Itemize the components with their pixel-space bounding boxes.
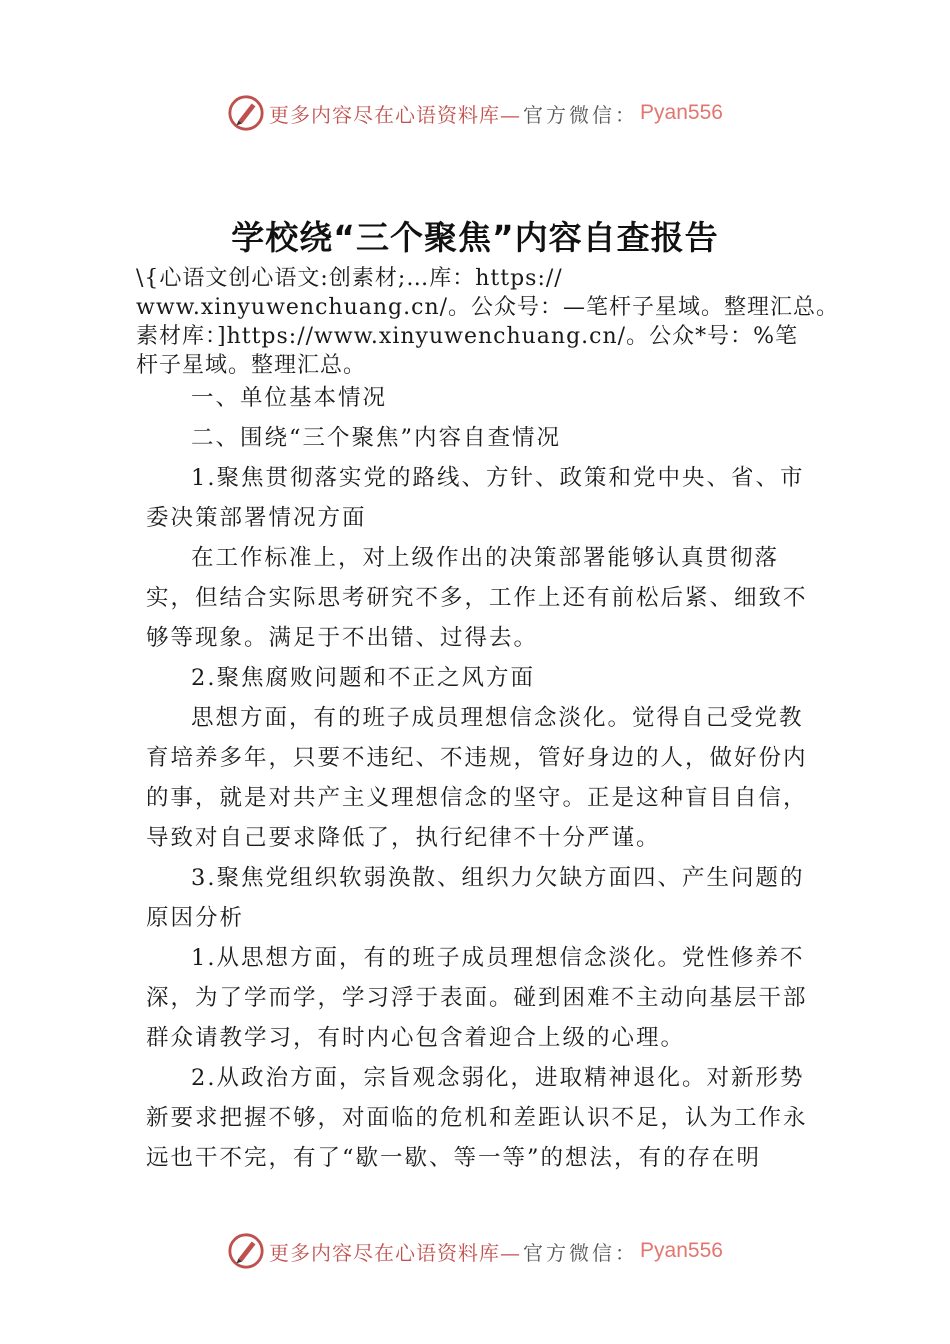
paragraph-3: 1.从思想方面，有的班子成员理想信念淡化。党性修养不深，为了学而学，学习浮于表面。碰到困难不主动向基层干部群众请教学习，有时内心包含着迎合上级的心理。 (146, 945, 808, 1051)
pen-seal-logo-icon (227, 1232, 265, 1270)
banner-wechat-id: Pyan556 (640, 1239, 723, 1262)
banner-wechat-id: Pyan556 (640, 101, 723, 124)
subheading-2: 2.聚焦腐败问题和不正之风方面 (191, 665, 535, 691)
banner-wechat-label: 官方微信： (523, 1240, 639, 1265)
subheading-3: 3.聚焦党组织软弱涣散、组织力欠缺方面四、产生问题的原因分析 (146, 865, 805, 931)
footer-banner (0, 1232, 950, 1270)
section-heading-1: 一、单位基本情况 (191, 385, 388, 411)
paragraph-1: 在工作标准上，对上级作出的决策部署能够认真贯彻落实，但结合实际思考研究不多，工作上还有前松后紧、细致不够等现象。满足于不出错、过得去。 (146, 545, 808, 651)
paragraph-2: 思想方面，有的班子成员理想信念淡化。觉得自己受党教育培养多年，只要不违纪、不违规，管好身边的人，做好份内的事，就是对共产主义理想信念的坚守。正是这种盲目自信，导致对自己要求降低了，执行纪律不十分严谨。 (146, 705, 808, 851)
header-banner (0, 94, 950, 132)
section-heading-2: 二、围绕“三个聚焦”内容自查情况 (191, 425, 562, 451)
source-meta-text: \{心语文创心语文:创素材;…库：https:// www.xinyuwenchuang.cn/。公众号：—笔杆子星域。整理汇总。 素材库：]https://www.xinyuwenchuang.cn/。公众*号：%笔 杆子星域。整理汇总。 (136, 266, 840, 378)
banner-text: 更多内容尽在心语资料库— (269, 102, 522, 127)
banner-wechat-label: 官方微信： (523, 102, 639, 127)
banner-text: 更多内容尽在心语资料库— (269, 1240, 522, 1265)
document-body (146, 378, 810, 1178)
pen-seal-logo-icon (227, 94, 265, 132)
paragraph-4: 2.从政治方面，宗旨观念弱化，进取精神退化。对新形势新要求把握不够，对面临的危机和差距认识不足，认为工作永远也干不完，有了“歇一歇、等一等”的想法，有的存在明 (146, 1065, 808, 1171)
document-title: 学校绕“三个聚焦”内容自查报告 (231, 218, 719, 257)
subheading-1: 1.聚焦贯彻落实党的路线、方针、政策和党中央、省、市委决策部署情况方面 (146, 465, 805, 531)
